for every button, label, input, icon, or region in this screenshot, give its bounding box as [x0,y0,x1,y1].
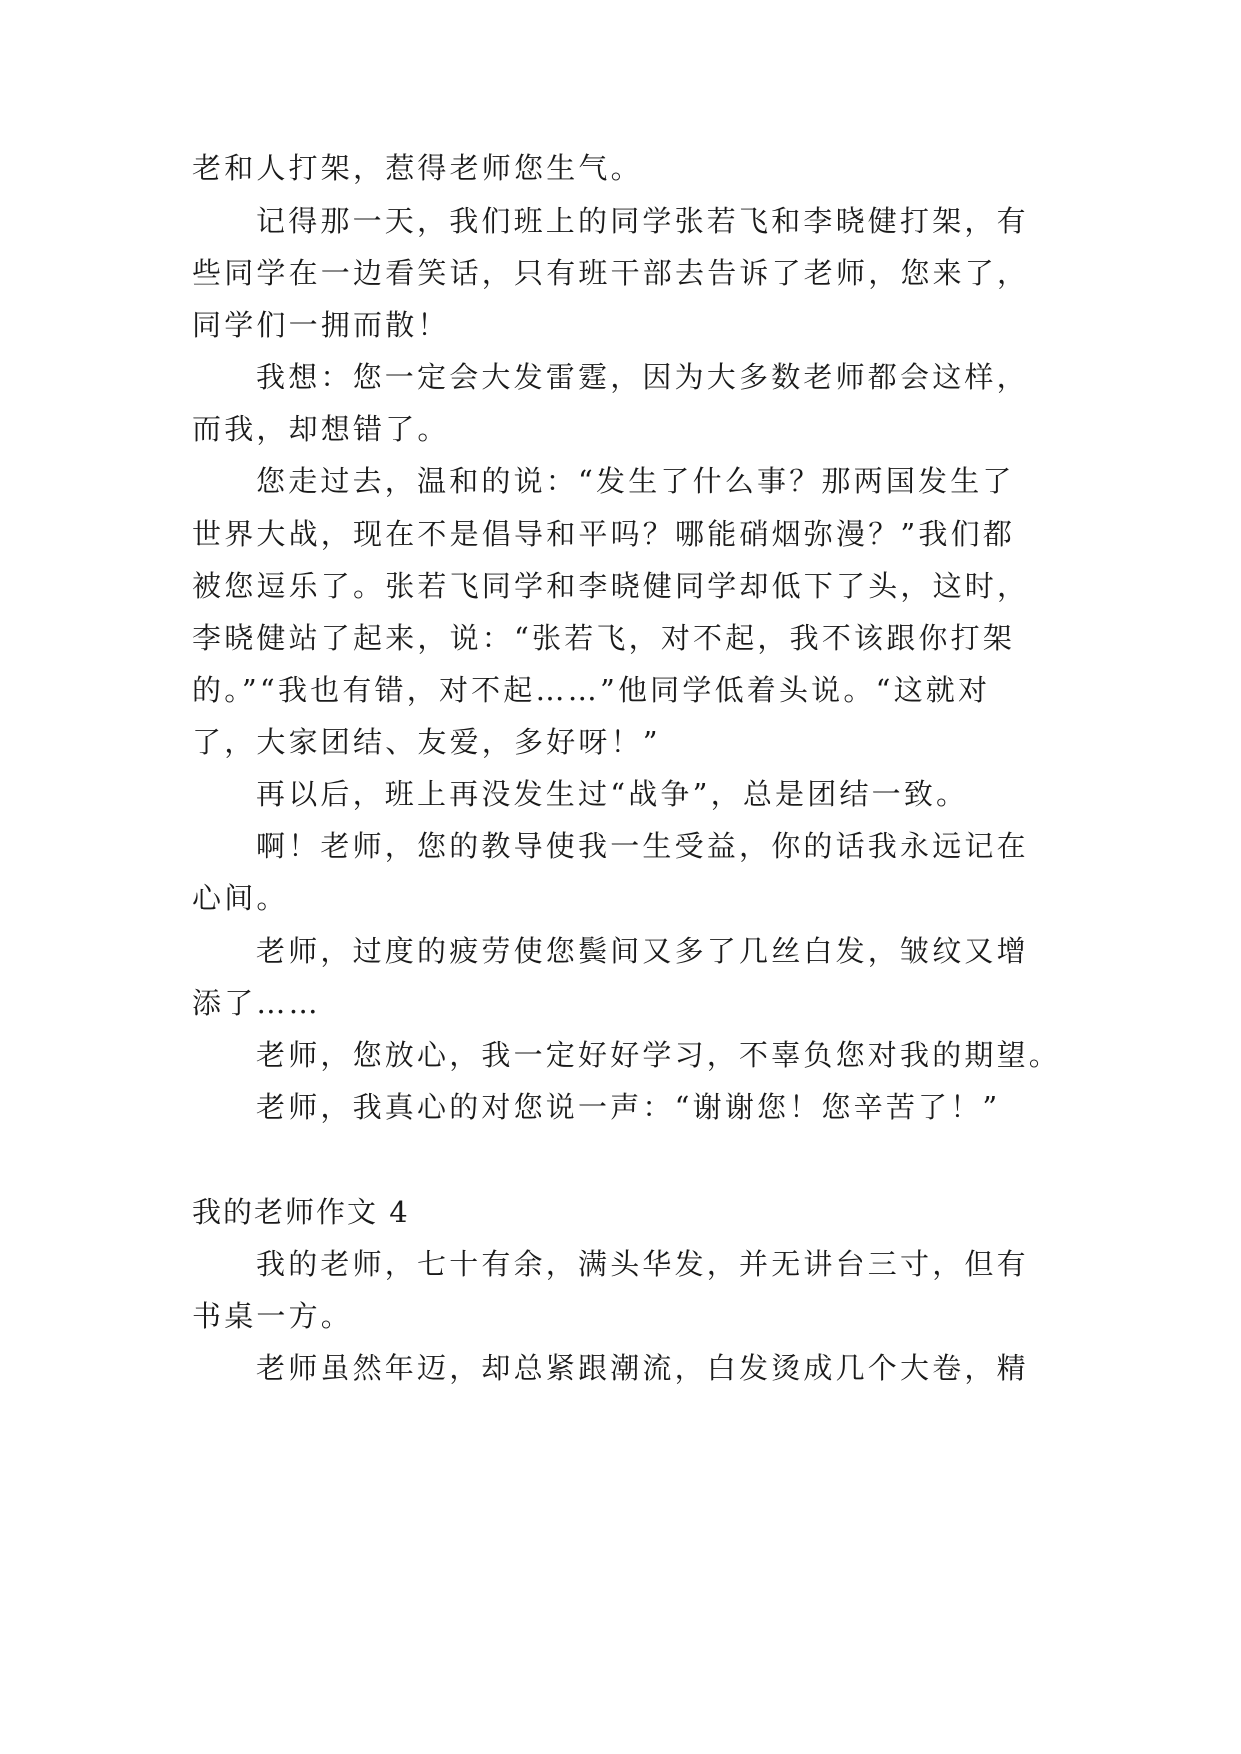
paragraph-line-14: 心间。 [192,881,289,915]
paragraph-line-9: 李晓健站了起来，说：“张若飞，对不起，我不该跟你打架 [192,621,1016,655]
paragraph-line-13: 啊！老师，您的教导使我一生受益，你的话我永远记在 [256,829,1029,863]
paragraph-line-11: 了，大家团结、友爱，多好呀！” [192,725,661,759]
paragraph-line-16: 添了…… [192,986,321,1020]
paragraph-line-6: 您走过去，温和的说：“发生了什么事？那两国发生了 [256,464,1015,498]
paragraph-line-17: 老师，您放心，我一定好好学习，不辜负您对我的期望。 [256,1038,1062,1072]
paragraph-line-2: 些同学在一边看笑话，只有班干部去告诉了老师，您来了， [192,256,1030,290]
paragraph-line-20: 书桌一方。 [192,1299,354,1333]
paragraph-line-7: 世界大战，现在不是倡导和平吗？哪能硝烟弥漫？”我们都 [192,517,1016,551]
paragraph-line-21: 老师虽然年迈，却总紧跟潮流，白发烫成几个大卷，精 [256,1351,1029,1385]
paragraph-line-10: 的。”“我也有错，对不起……”他同学低着头说。“这就对 [192,673,991,707]
section-heading: 我的老师作文 4 [192,1195,410,1229]
paragraph-line-5: 而我，却想错了。 [192,412,450,446]
paragraph-line-15: 老师，过度的疲劳使您鬓间又多了几丝白发，皱纹又增 [256,934,1029,968]
paragraph-line-4: 我想：您一定会大发雷霆，因为大多数老师都会这样， [256,360,1029,394]
paragraph-line-1: 记得那一天，我们班上的同学张若飞和李晓健打架，有 [256,204,1029,238]
paragraph-line-3: 同学们一拥而散！ [192,308,450,342]
paragraph-line-8: 被您逗乐了。张若飞同学和李晓健同学却低下了头，这时， [192,569,1030,603]
paragraph-line-18: 老师，我真心的对您说一声：“谢谢您！您辛苦了！” [256,1090,1001,1124]
paragraph-line-19: 我的老师，七十有余，满头华发，并无讲台三寸，但有 [256,1247,1029,1281]
text-line-1: 老和人打架，惹得老师您生气。 [192,151,643,185]
paragraph-line-12: 再以后，班上再没发生过“战争”，总是团结一致。 [256,777,969,811]
